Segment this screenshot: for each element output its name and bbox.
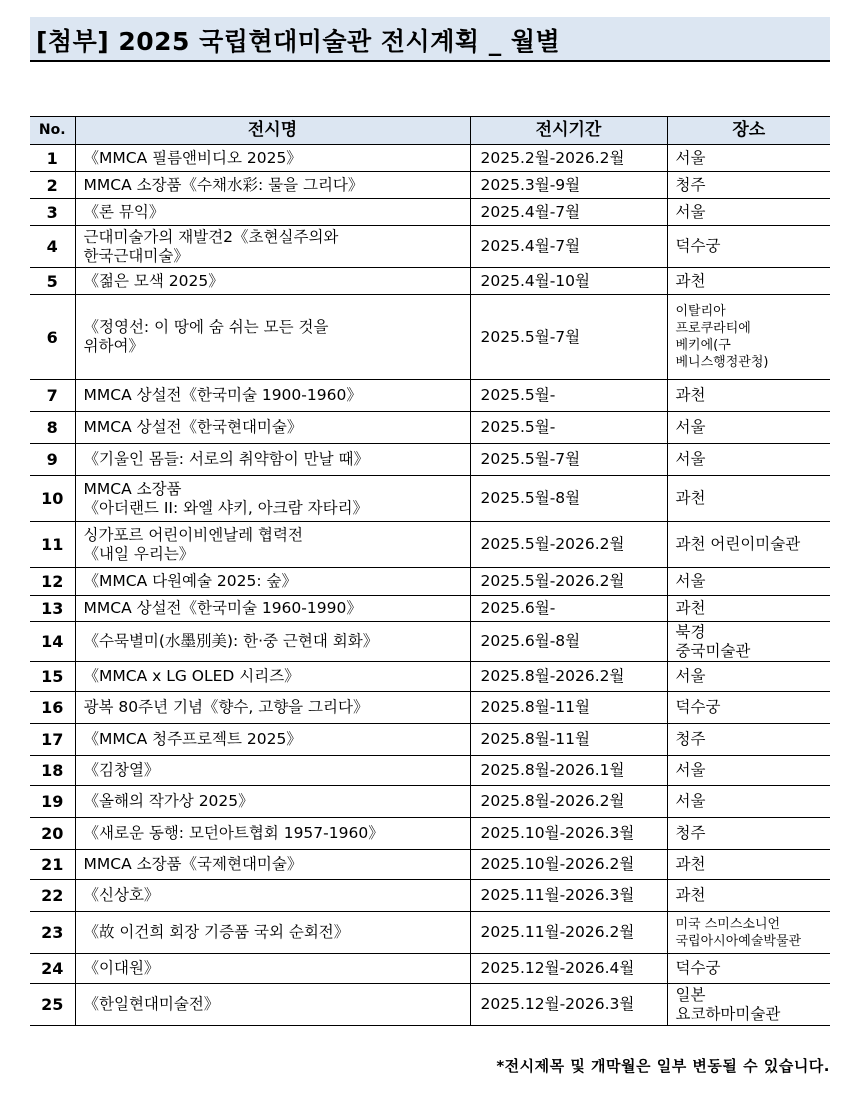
row-number: 16 [30,692,75,724]
row-number: 20 [30,818,75,850]
exhibition-name [75,912,470,954]
exhibition-place-line: 청주 [675,730,706,748]
exhibition-period: 2025.5월-7월 [470,444,667,476]
exhibition-place-line: 과천 어린이미술관 [675,535,801,553]
exhibition-place-line: 과천 [675,386,706,404]
row-number: 24 [30,954,75,984]
table-row [30,818,830,850]
table-row [30,295,830,380]
exhibition-place-line: 서울 [675,792,706,810]
exhibition-period: 2025.12월-2026.4월 [470,954,667,984]
table-row [30,568,830,596]
exhibition-name [75,172,470,199]
table-header-row [30,117,830,145]
exhibition-place [667,880,830,912]
row-number: 12 [30,568,75,596]
exhibition-name [75,880,470,912]
exhibition-name-line: MMCA 상설전《한국미술 1900-1960》 [83,386,362,404]
exhibition-name-line: MMCA 소장품 [83,479,182,498]
table-row [30,596,830,622]
exhibition-name-line: 싱가포르 어린이비엔날레 협력전 [83,525,303,544]
row-number: 4 [30,226,75,268]
exhibition-name-line: 《故 이건희 회장 기증품 국외 순회전》 [83,923,350,941]
exhibition-place-line: 과천 [675,489,706,507]
exhibition-place-line: 덕수궁 [675,959,721,977]
exhibition-name-line: 《한일현대미술전》 [83,995,220,1013]
exhibition-period: 2025.6월- [470,596,667,622]
exhibition-period: 2025.2월-2026.2월 [470,145,667,172]
exhibition-period: 2025.4월-7월 [470,199,667,226]
row-number: 18 [30,756,75,786]
exhibition-place-line: 일본 [675,985,706,1004]
table-row [30,786,830,818]
table-row [30,984,830,1026]
exhibition-place-line: 서울 [675,761,706,779]
exhibition-name-line: 광복 80주년 기념《향수, 고향을 그리다》 [83,698,369,716]
exhibition-place [667,724,830,756]
table-row [30,662,830,692]
exhibition-place [667,692,830,724]
row-number: 1 [30,145,75,172]
exhibition-period: 2025.3월-9월 [470,172,667,199]
exhibition-place-line: 서울 [675,148,706,167]
exhibition-name-line: 《김창열》 [83,761,160,779]
exhibition-name-line: 《수묵별미(水墨別美): 한·중 근현대 회화》 [83,632,379,650]
exhibition-place-line: 청주 [675,175,706,194]
exhibition-place-line: 서울 [675,418,706,436]
exhibition-place-line: 덕수궁 [675,237,721,255]
exhibition-place [667,622,830,662]
table-row [30,724,830,756]
exhibition-name-line: 《아더랜드 II: 와엘 샤키, 아크람 자타리》 [83,498,369,517]
table-row [30,444,830,476]
exhibition-name-line: 《MMCA x LG OLED 시리즈》 [83,667,300,685]
table-row [30,172,830,199]
exhibition-name [75,226,470,268]
exhibition-place-line: 서울 [675,202,706,221]
row-number: 5 [30,268,75,295]
row-number: 17 [30,724,75,756]
row-number: 21 [30,850,75,880]
exhibition-name [75,476,470,522]
row-number: 11 [30,522,75,568]
exhibition-name-line: 《정영선: 이 땅에 숨 쉬는 모든 것을 [83,318,329,336]
exhibition-name-line: 《기울인 몸들: 서로의 취약함이 만날 때》 [83,450,369,468]
exhibition-place-line: 과천 [675,271,706,290]
row-number: 25 [30,984,75,1026]
table-row [30,622,830,662]
table-row [30,522,830,568]
exhibition-place [667,596,830,622]
exhibition-name [75,984,470,1026]
exhibition-place [667,226,830,268]
exhibition-name [75,818,470,850]
exhibition-place-line: 청주 [675,824,706,842]
table-row [30,912,830,954]
header-name: 전시명 [75,117,470,145]
exhibition-name [75,692,470,724]
exhibition-place [667,199,830,226]
exhibition-place [667,522,830,568]
exhibition-place [667,412,830,444]
exhibition-name-line: 근대미술가의 재발견2《초현실주의와 [83,227,339,246]
exhibition-place-line: 미국 스미스소니언 [675,916,781,932]
exhibition-name [75,444,470,476]
row-number: 3 [30,199,75,226]
exhibition-place [667,568,830,596]
exhibition-period: 2025.5월- [470,380,667,412]
row-number: 7 [30,380,75,412]
exhibition-name [75,145,470,172]
exhibition-place-line: 요코하마미술관 [675,1004,781,1023]
exhibition-name [75,954,470,984]
exhibition-place-line: 이탈리아 [675,304,726,319]
exhibition-place [667,380,830,412]
row-number: 9 [30,444,75,476]
exhibition-place-line: 국립아시아예술박물관 [675,933,802,949]
row-number: 8 [30,412,75,444]
exhibition-period: 2025.5월-2026.2월 [470,568,667,596]
exhibition-period: 2025.11월-2026.3월 [470,880,667,912]
table-row [30,380,830,412]
exhibition-place [667,912,830,954]
exhibition-place [667,850,830,880]
exhibition-name-line: MMCA 상설전《한국현대미술》 [83,418,303,436]
exhibition-place-line: 베니스행정관청) [675,355,769,370]
exhibition-name [75,412,470,444]
exhibition-place-line: 서울 [675,572,706,590]
exhibition-place [667,145,830,172]
exhibition-place [667,295,830,380]
exhibition-name [75,380,470,412]
exhibition-name-line: 《올해의 작가상 2025》 [83,792,254,810]
exhibition-period: 2025.4월-7월 [470,226,667,268]
exhibition-name [75,199,470,226]
exhibition-name [75,295,470,380]
exhibition-name-line: 한국근대미술》 [83,246,189,265]
row-number: 15 [30,662,75,692]
exhibition-place [667,786,830,818]
exhibition-place [667,984,830,1026]
exhibition-name-line: 《MMCA 다원예술 2025: 숲》 [83,572,297,590]
exhibition-name [75,268,470,295]
row-number: 2 [30,172,75,199]
exhibition-place-line: 덕수궁 [675,698,721,716]
exhibition-period: 2025.6월-8월 [470,622,667,662]
row-number: 10 [30,476,75,522]
exhibition-place [667,756,830,786]
exhibition-name [75,622,470,662]
exhibition-period: 2025.8월-11월 [470,724,667,756]
exhibition-period: 2025.12월-2026.3월 [470,984,667,1026]
exhibition-period: 2025.8월-2026.1월 [470,756,667,786]
table-row [30,954,830,984]
table-body [30,145,830,1026]
exhibition-name [75,596,470,622]
header-no: No. [30,117,75,145]
table-row [30,850,830,880]
page-title: [첨부] 2025 국립현대미술관 전시계획 _ 월별 [36,27,561,56]
exhibition-period: 2025.4월-10월 [470,268,667,295]
exhibition-place [667,818,830,850]
exhibition-name-line: 《론 뮤익》 [83,202,165,221]
exhibition-period: 2025.8월-11월 [470,692,667,724]
exhibition-plan-table [30,116,830,1026]
exhibition-period: 2025.5월-2026.2월 [470,522,667,568]
exhibition-period: 2025.8월-2026.2월 [470,662,667,692]
exhibition-name-line: 《MMCA 청주프로젝트 2025》 [83,730,302,748]
exhibition-period: 2025.11월-2026.2월 [470,912,667,954]
exhibition-period: 2025.10월-2026.3월 [470,818,667,850]
exhibition-place-line: 북경 [675,622,706,641]
exhibition-place-line: 베키에(구 [675,338,731,353]
exhibition-period: 2025.8월-2026.2월 [470,786,667,818]
table-row [30,199,830,226]
table-row [30,268,830,295]
exhibition-place-line: 프로쿠라티에 [675,321,751,336]
header-place: 장소 [667,117,830,145]
exhibition-period: 2025.10월-2026.2월 [470,850,667,880]
table-row [30,412,830,444]
exhibition-name-line: MMCA 소장품《국제현대미술》 [83,855,303,873]
exhibition-name [75,522,470,568]
exhibition-place [667,476,830,522]
exhibition-place-line: 과천 [675,855,706,873]
row-number: 13 [30,596,75,622]
exhibition-place [667,268,830,295]
exhibition-name-line: 《이대원》 [83,959,160,977]
table-row [30,880,830,912]
exhibition-name-line: 《새로운 동행: 모던아트협회 1957-1960》 [83,824,384,842]
exhibition-place-line: 과천 [675,886,706,904]
footnote: *전시제목 및 개막월은 일부 변동될 수 있습니다. [496,1057,830,1075]
table-row [30,226,830,268]
row-number: 22 [30,880,75,912]
title-bar [30,17,830,62]
exhibition-name [75,724,470,756]
table-row [30,692,830,724]
exhibition-place [667,954,830,984]
exhibition-name-line: 《젊은 모색 2025》 [83,271,224,290]
row-number: 23 [30,912,75,954]
exhibition-place-line: 중국미술관 [675,641,751,660]
exhibition-name-line: MMCA 상설전《한국미술 1960-1990》 [83,599,362,617]
row-number: 14 [30,622,75,662]
exhibition-place-line: 서울 [675,450,706,468]
exhibition-place [667,172,830,199]
exhibition-name [75,756,470,786]
exhibition-place [667,662,830,692]
exhibition-name [75,568,470,596]
exhibition-place-line: 과천 [675,599,706,617]
exhibition-name-line: 《신상호》 [83,886,160,904]
exhibition-period: 2025.5월-8월 [470,476,667,522]
row-number: 6 [30,295,75,380]
exhibition-period: 2025.5월- [470,412,667,444]
table-row [30,145,830,172]
exhibition-name [75,786,470,818]
exhibition-name-line: 위하여》 [83,337,144,355]
exhibition-name [75,662,470,692]
exhibition-name-line: 《내일 우리는》 [83,544,195,563]
row-number: 19 [30,786,75,818]
header-period: 전시기간 [470,117,667,145]
exhibition-name-line: 《MMCA 필름앤비디오 2025》 [83,148,302,167]
table-row [30,476,830,522]
table-row [30,756,830,786]
exhibition-name-line: MMCA 소장품《수채水彩: 물을 그리다》 [83,175,364,194]
exhibition-name [75,850,470,880]
exhibition-place [667,444,830,476]
exhibition-period: 2025.5월-7월 [470,295,667,380]
exhibition-place-line: 서울 [675,667,706,685]
